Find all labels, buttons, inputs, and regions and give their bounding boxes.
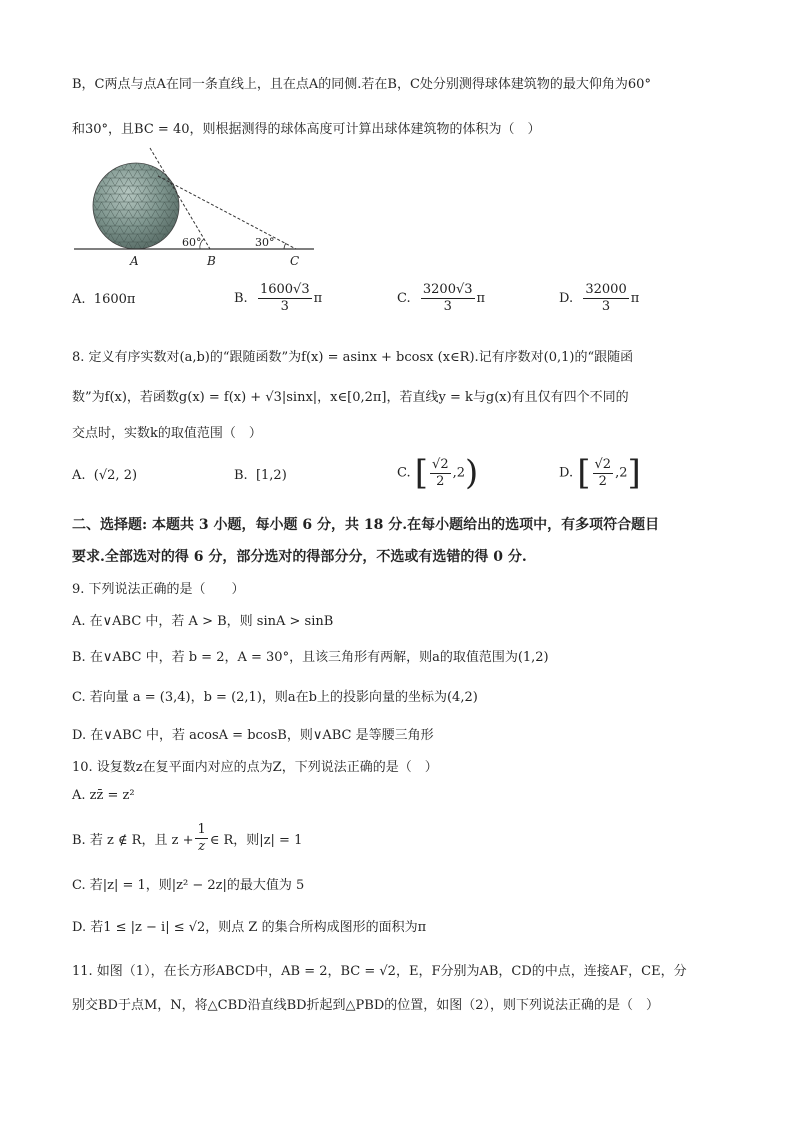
q10-option-c[interactable]: C. 若|z| = 1，则|z² − 2z|的最大值为 5 [72,878,305,893]
q10-stem: 10. 设复数z在复平面内对应的点为Z，下列说法正确的是（ ） [72,760,438,775]
q8-option-b[interactable] [234,468,287,483]
point-c-label: C [290,254,300,268]
section2-heading-line2: 要求.全部选对的得 6 分，部分选对的得部分分，不选或有选错的得 0 分. [72,549,527,565]
fraction: $\frac{3200√3}{3}$ [422,282,473,314]
q8-option-d[interactable]: D. [ $\frac{√2}{2}$ ,2] [559,453,641,493]
q10-option-a[interactable]: A. zz̄ = z² [72,788,135,803]
point-b-label: B [207,254,216,268]
fraction: $\frac{32000}{3}$ [585,282,627,314]
option-letter: C. [397,291,411,306]
fraction: $\frac{√2}{2}$ [594,456,612,489]
q7-stem-line1: B，C两点与点A在同一条直线上，且在点A的同侧.若在B，C处分别测得球体建筑物的最大仰角为60° [72,77,651,92]
q8-stem-line1: 8. 定义有序实数对(a,b)的“跟随函数”为f(x) = asinx + bcosx (x∈R).记有序数对(0,1)的“跟随函 [72,350,634,365]
fraction: $\frac{1}{z}$ [197,822,206,854]
fraction: $\frac{1600√3}{3}$ [259,282,310,314]
option-text: (√2, 2) [93,468,138,483]
option-letter: C. [397,465,411,481]
option-letter: D. [559,291,574,306]
q9-option-a[interactable]: A. 在∨ABC 中，若 A > B，则 sinA > sinB [72,614,334,629]
q7-option-b[interactable]: B. $\frac{1600√3}{3}$ π [234,282,323,314]
q11-stem-line2: 别交BD于点M，N，将△CBD沿直线BD折起到△PBD的位置，如图（2），则下列说法正确的是（ ） [72,998,660,1013]
q9-option-c[interactable]: C. 若向量 a = (3,4)，b = (2,1)，则a在b上的投影向量的坐标为(4,2) [72,690,478,705]
point-a-label: A [130,254,139,268]
q9-option-d[interactable]: D. 在∨ABC 中，若 acosA = bcosB，则∨ABC 是等腰三角形 [72,728,434,743]
q10-option-b[interactable]: B. 若 z ∉ R，且 z + $\frac{1}{z}$ ∈ R，则|z| = 1 [72,822,303,854]
option-letter: A. [72,468,86,483]
option-letter: D. [559,465,574,481]
q9-stem: 9. 下列说法正确的是（ ） [72,582,245,597]
option-letter: A. [72,292,86,307]
option-letter: B. [234,468,248,483]
q10-option-d[interactable]: D. 若1 ≤ |z − i| ≤ √2，则点 Z 的集合所构成图形的面积为π [72,920,427,935]
option-text: 1600π [93,292,136,307]
q9-option-b[interactable]: B. 在∨ABC 中，若 b = 2，A = 30°，且该三角形有两解，则a的取值范围为(1,2) [72,650,549,665]
q8-option-c[interactable]: C. [ $\frac{√2}{2}$ ,2) [397,453,479,493]
q7-stem-line2: 和30°，且BC = 40，则根据测得的球体高度可计算出球体建筑物的体积为（ ） [72,122,541,137]
angle-60-label: 60° [182,236,202,249]
option-letter: B. [234,291,248,306]
q7-option-a[interactable] [72,292,135,307]
angle-30-label: 30° [255,236,275,249]
option-text: [1,2) [255,468,287,483]
q8-option-a[interactable] [72,468,137,483]
fraction: $\frac{√2}{2}$ [432,456,449,489]
sphere-building-figure [70,138,320,270]
q8-stem-line3: 交点时，实数k的取值范围（ ） [72,426,262,441]
section2-heading-line1: 二、选择题: 本题共 3 小题，每小题 6 分，共 18 分.在每小题给出的选项中，有多项符合题目 [72,517,660,533]
q11-stem-line1: 11. 如图（1），在长方形ABCD中，AB = 2，BC = √2，E，F分别为AB，CD的中点，连接AF，CE，分 [72,964,687,979]
q8-stem-line2: 数”为f(x)，若函数g(x) = f(x) + √3|sinx|，x∈[0,2π]，若直线y = k与g(x)有且仅有四个不同的 [72,390,629,405]
q7-option-c[interactable]: C. $\frac{3200√3}{3}$ π [397,282,486,314]
q7-option-d[interactable]: D. $\frac{32000}{3}$ π [559,282,640,314]
